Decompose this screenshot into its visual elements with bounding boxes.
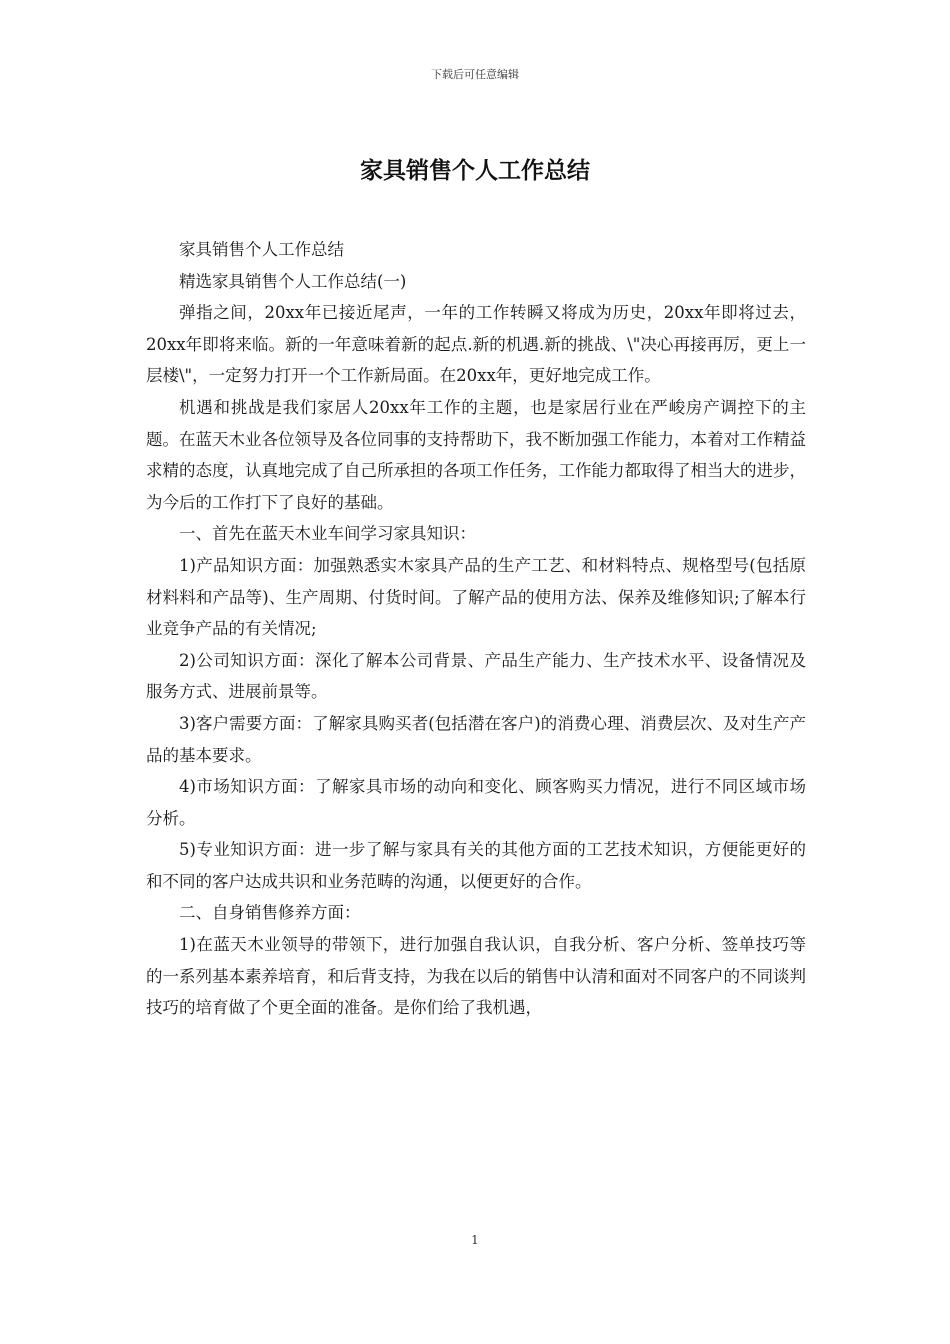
paragraph: 一、首先在蓝天木业车间学习家具知识：	[179, 524, 476, 544]
paragraph: 弹指之间，20xx年已接近尾声，一年的工作转瞬又将成为历史，20xx年即将过去，20xx年即将来临。新的一年意味着新的起点.新的机遇.新的挑战、\"决心再接再厉，更上一层楼\"，一定努力打开一个工作新局面。在20xx年，更好地完成工作。	[146, 303, 806, 386]
paragraph: 1)在蓝天木业领导的带领下，进行加强自我认识，自我分析、客户分析、签单技巧等的一系列基本素养培育，和后背支持，为我在以后的销售中认清和面对不同客户的不同谈判技巧的培育做了个更全面的准备。是你们给了我机遇，	[146, 935, 806, 1018]
paragraph: 二、自身销售修养方面：	[179, 903, 361, 923]
document-body	[146, 234, 806, 1024]
paragraph: 5)专业知识方面：进一步了解与家具有关的其他方面的工艺技术知识，方便能更好的和不同的客户达成共识和业务范畴的沟通，以便更好的合作。	[146, 840, 806, 891]
paragraph: 4)市场知识方面：了解家具市场的动向和变化、顾客购买力情况，进行不同区域市场分析。	[146, 777, 806, 828]
paragraph: 3)客户需要方面：了解家具购买者(包括潜在客户)的消费心理、消费层次、及对生产产品的基本要求。	[146, 713, 806, 765]
paragraph: 1)产品知识方面：加强熟悉实木家具产品的生产工艺、和材料特点、规格型号(包括原材料料和产品等)、生产周期、付货时间。了解产品的使用方法、保养及维修知识;了解本行业竞争产品的有关情况;	[146, 555, 806, 639]
paragraph: 家具销售个人工作总结	[179, 240, 344, 259]
document-title: 家具销售个人工作总结	[360, 157, 590, 184]
paragraph: 机遇和挑战是我们家居人20xx年工作的主题，也是家居行业在严峻房产调控下的主题。在蓝天木业各位领导及各位同事的支持帮助下，我不断加强工作能力，本着对工作精益求精的态度，认真地完成了自己所承担的各项工作任务，工作能力都取得了相当大的进步，为今后的工作打下了良好的基础。	[146, 397, 806, 512]
paragraph: 精选家具销售个人工作总结(一)	[179, 271, 407, 291]
header-note: 下载后可任意编辑	[431, 68, 519, 81]
paragraph: 2)公司知识方面：深化了解本公司背景、产品生产能力、生产技术水平、设备情况及服务方式、进展前景等。	[146, 650, 806, 702]
page-number: 1	[471, 1233, 479, 1247]
